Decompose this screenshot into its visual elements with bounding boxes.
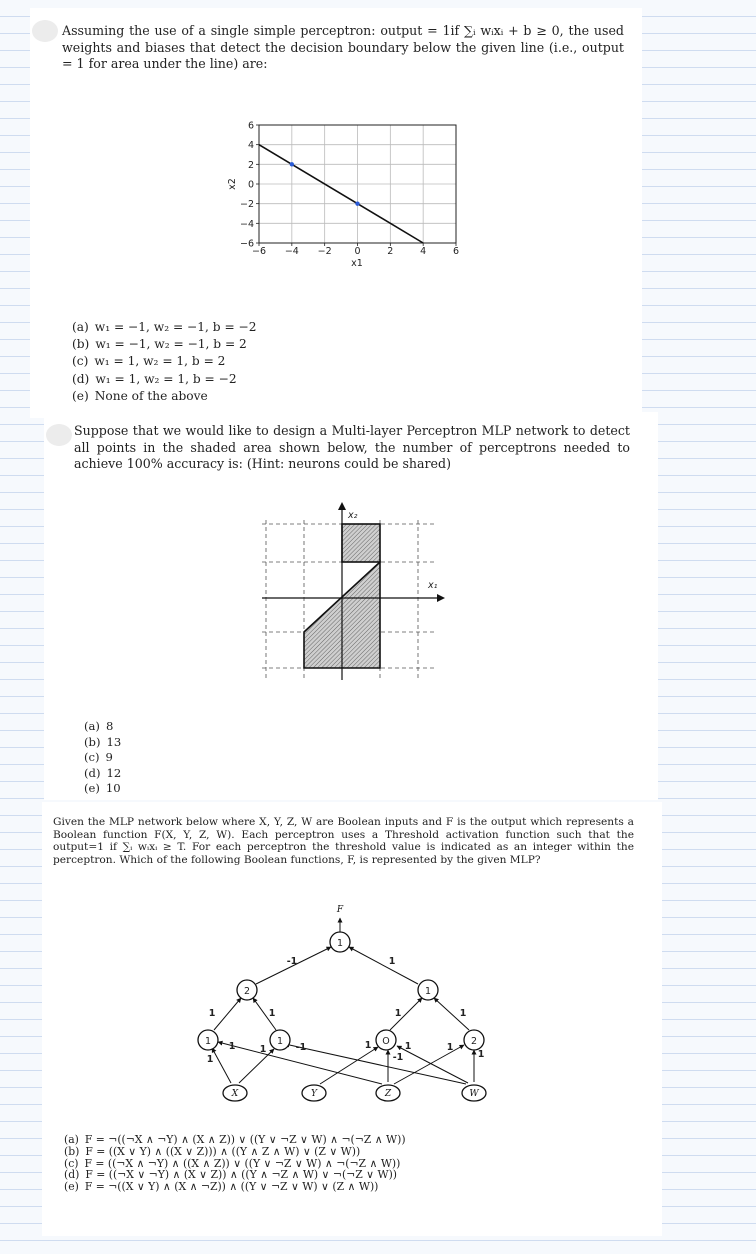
y-tick-label: −2 <box>239 199 254 211</box>
node-h1d-label: 2 <box>470 1036 478 1047</box>
output-label: F <box>336 905 344 915</box>
y-tick-label: −6 <box>239 238 254 250</box>
node-h1c-label: O <box>382 1036 390 1047</box>
decision-boundary-chart <box>0 0 756 300</box>
chart-ylabel: x2 <box>227 178 238 190</box>
data-point <box>290 162 294 166</box>
weight-label: 1 <box>477 1049 485 1060</box>
question-1-text: Assuming the use of a single simple perceptron: output = 1if ∑ᵢ wᵢxᵢ + b ≥ 0, the used weights and biases that detect the decision boundary below the given line (i.e., output = 1 for area under the line) are: <box>62 23 624 71</box>
weight-label: -1 <box>392 1052 404 1063</box>
x2-axis-label: x₂ <box>348 510 358 521</box>
question-1-options <box>72 319 257 405</box>
node-out-label: 1 <box>336 938 344 949</box>
option-item[interactable]: (b) w₁ = −1, w₂ = −1, b = 2 <box>72 337 247 352</box>
edge-x-h1a <box>212 1048 231 1083</box>
option-item[interactable]: (a) w₁ = −1, w₂ = −1, b = −2 <box>72 320 257 334</box>
node-in-w-label: W <box>469 1089 479 1099</box>
node-in-x-label: X <box>231 1089 239 1099</box>
node-in-z-label: Z <box>384 1089 392 1099</box>
node-h1b-label: 1 <box>276 1036 284 1047</box>
x-tick-label: 6 <box>452 246 460 257</box>
node-in-y-label: Y <box>311 1089 317 1099</box>
option-item[interactable]: (c) w₁ = 1, w₂ = 1, b = 2 <box>72 354 226 369</box>
weight-label: 1 <box>388 956 396 967</box>
option-item[interactable]: (d) 12 <box>84 765 122 780</box>
weight-label: 1 <box>268 1008 276 1019</box>
x2-arrow-icon <box>338 502 346 510</box>
x-tick-label: −4 <box>284 246 299 257</box>
weight-label: 1 <box>394 1008 402 1019</box>
y-tick-label: −4 <box>239 218 254 230</box>
weight-label: 1 <box>404 1041 412 1052</box>
weight-label: 1 <box>459 1008 467 1019</box>
x-tick-label: 4 <box>420 246 427 257</box>
option-item[interactable]: (e) F = ¬((X ∨ Y) ∧ (X ∧ ¬Z)) ∧ ((Y ∨ ¬Z ∨ W) ∨ (Z ∧ W)) <box>64 1180 379 1194</box>
y-tick-label: 2 <box>247 159 254 171</box>
chart-y-ticks <box>240 121 259 250</box>
edge-h2b-out <box>349 947 418 984</box>
option-item[interactable]: (d) F = ((¬X ∨ ¬Y) ∧ (X ∨ Z)) ∧ ((Y ∧ ¬Z ∧ W) ∨ ¬(¬Z ∨ W)) <box>64 1168 397 1182</box>
question-3-text: Given the MLP network below where X, Y, Z, W are Boolean inputs and F is the output which represents a Boolean function F(X, Y, Z, W). Each perceptron uses a Threshold activation function such that the output=1 if ∑ᵢ wᵢxᵢ ≥ T. For each perceptron the threshold value is indicated as an integer within the perceptron. Which of the following Boolean functions, F, is represented by the given MLP? <box>53 816 634 866</box>
chart-xlabel: x1 <box>351 258 363 269</box>
option-item[interactable]: (e) None of the above <box>72 388 208 403</box>
edge-h1a-h2a <box>214 998 241 1030</box>
weight-label: 1 <box>208 1008 216 1019</box>
chart-grid <box>259 125 456 243</box>
option-item[interactable]: (b) 13 <box>84 734 122 749</box>
weight-label: -1 <box>295 1042 307 1053</box>
option-item[interactable]: (d) w₁ = 1, w₂ = 1, b = −2 <box>72 371 237 386</box>
option-item[interactable]: (c) 9 <box>84 750 113 765</box>
x-tick-label: 0 <box>354 246 361 257</box>
decision-boundary-line <box>259 145 423 243</box>
x-tick-label: 2 <box>387 246 394 257</box>
question-2-text: Suppose that we would like to design a Multi-layer Perceptron MLP network to detect all points in the shaded area shown below, the number of perceptrons needed to achieve 100% accuracy is: (Hint: neurons could be shared) <box>74 423 630 471</box>
weight-label: -1 <box>286 956 298 967</box>
x1-arrow-icon <box>437 594 445 602</box>
node-h2a-label: 2 <box>243 986 251 997</box>
option-item[interactable]: (b) F = ((X ∨ Y) ∧ ((X ∨ Z))) ∧ ((Y ∧ Z ∧ W) ∨ (Z ∨ W)) <box>64 1144 361 1158</box>
y-tick-label: 4 <box>247 140 254 152</box>
question-3-options <box>64 1134 406 1193</box>
x1-axis-label: x₁ <box>428 580 438 591</box>
option-item[interactable]: (e) 10 <box>84 781 121 796</box>
question-handle-icon <box>46 424 72 446</box>
edge-x-h1b <box>239 1049 274 1083</box>
edge-w-h1b <box>285 1044 466 1084</box>
option-item[interactable]: (a) 8 <box>84 719 114 733</box>
option-item[interactable]: (a) F = ¬((¬X ∧ ¬Y) ∧ (X ∧ Z)) ∨ ((Y ∨ ¬Z ∨ W) ∧ ¬(¬Z ∧ W)) <box>64 1133 406 1146</box>
x-tick-label: −6 <box>251 246 267 257</box>
weight-label: 1 <box>228 1041 236 1052</box>
x-tick-label: −2 <box>317 246 332 257</box>
y-tick-label: 6 <box>247 120 254 132</box>
node-h1a-label: 1 <box>204 1036 212 1047</box>
chart-x-ticks <box>252 243 459 257</box>
option-item[interactable]: (c) F = ((¬X ∧ ¬Y) ∧ ((X ∧ Z)) ∨ ((Y ∨ ¬Z ∨ W) ∧ ¬(¬Z ∧ W)) <box>64 1156 401 1170</box>
question-2-options <box>84 719 121 797</box>
weight-label: 1 <box>206 1054 214 1065</box>
data-point <box>355 201 359 205</box>
shaded-top-square <box>342 524 380 562</box>
weight-label: 1 <box>446 1042 454 1053</box>
node-h2b-label: 1 <box>424 986 432 997</box>
edge-y-h1c <box>320 1047 378 1084</box>
mlp-network-diagram <box>0 890 756 1110</box>
weight-label: 1 <box>259 1044 267 1055</box>
weight-label: 1 <box>364 1040 372 1051</box>
y-tick-label: 0 <box>247 179 254 191</box>
